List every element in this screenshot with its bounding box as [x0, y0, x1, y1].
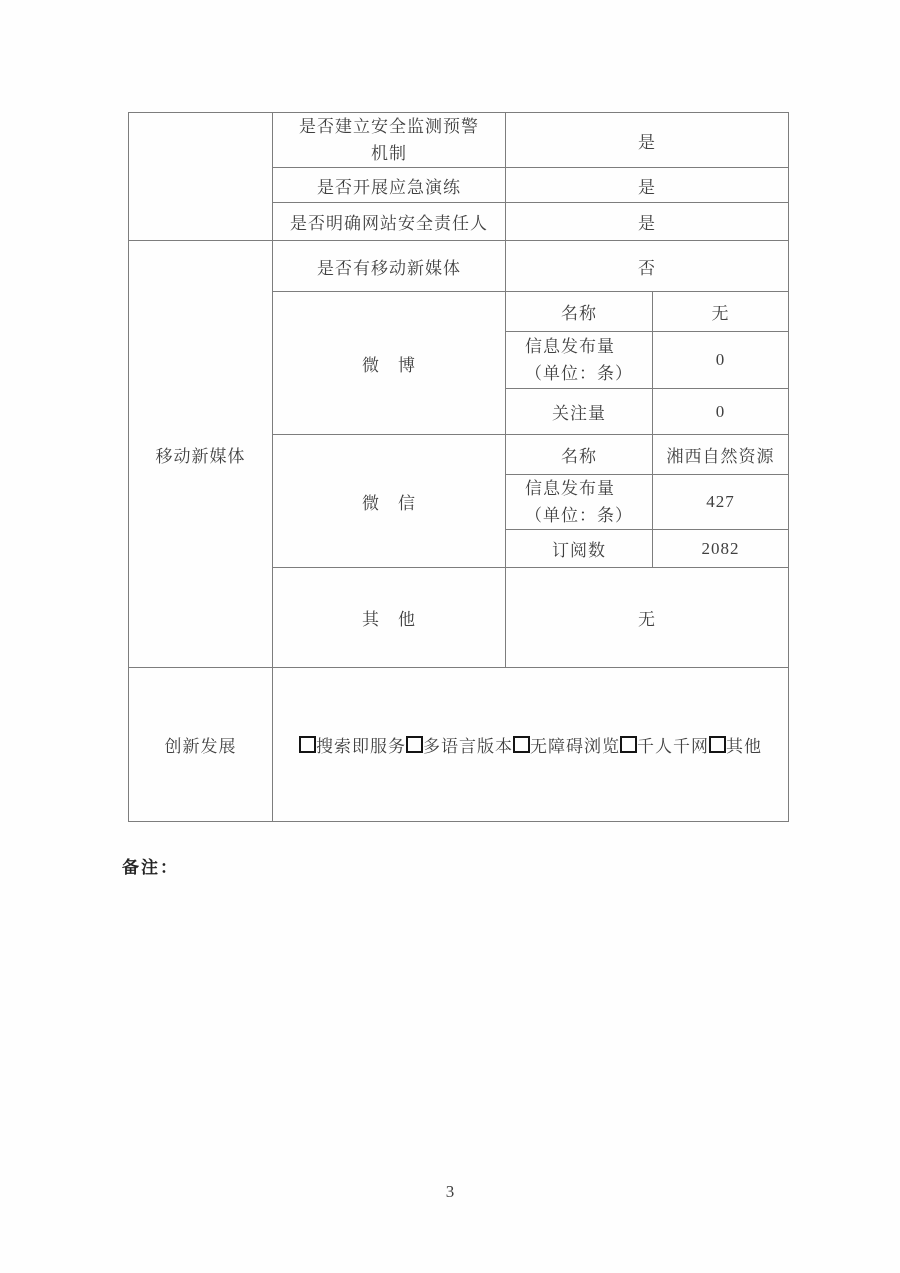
innovation-option: [299, 737, 406, 756]
weibo-followers-label: 关注量: [506, 389, 653, 435]
wechat-label: 微 信: [273, 435, 506, 568]
weibo-posts-value: 0: [653, 332, 789, 389]
security-drill-value: 是: [506, 168, 789, 203]
row-innovation: [129, 668, 789, 822]
innovation-option: [620, 737, 709, 756]
wechat-subscribers-value: 2082: [653, 530, 789, 568]
weibo-name-label: 名称: [506, 292, 653, 332]
checkbox-unchecked-icon: [709, 736, 726, 753]
section-label-empty-cell: [129, 113, 273, 241]
other-media-label: 其 他: [273, 568, 506, 668]
weibo-name-value: 无: [653, 292, 789, 332]
checkbox-label: 搜索即服务: [316, 737, 406, 756]
checkbox-label: 其他: [726, 737, 762, 756]
innovation-options-cell: [273, 668, 789, 822]
checkbox-unchecked-icon: [299, 736, 316, 753]
checkbox-unchecked-icon: [620, 736, 637, 753]
report-table: [128, 112, 789, 822]
innovation-option: [406, 737, 513, 756]
wechat-name-label: 名称: [506, 435, 653, 475]
security-responsible-label: 是否明确网站安全责任人: [273, 203, 506, 241]
section-label-innovation: 创新发展: [129, 668, 273, 822]
wechat-posts-label: 信息发布量 （单位：条）: [525, 479, 633, 525]
weibo-label: 微 博: [273, 292, 506, 435]
checkbox-unchecked-icon: [513, 736, 530, 753]
checkbox-label: 千人千网: [637, 737, 709, 756]
security-monitoring-value: 是: [506, 113, 789, 168]
wechat-posts-value: 427: [653, 475, 789, 530]
weibo-posts-label-cell: [506, 332, 653, 389]
row-security-monitoring: [129, 113, 789, 168]
weibo-followers-value: 0: [653, 389, 789, 435]
has-mobile-media-value: 否: [506, 241, 789, 292]
innovation-option: [513, 737, 620, 756]
security-responsible-value: 是: [506, 203, 789, 241]
has-mobile-media-label: 是否有移动新媒体: [273, 241, 506, 292]
other-media-value: 无: [506, 568, 789, 668]
checkbox-label: 多语言版本: [423, 737, 513, 756]
checkbox-unchecked-icon: [406, 736, 423, 753]
wechat-subscribers-label: 订阅数: [506, 530, 653, 568]
security-drill-label: 是否开展应急演练: [273, 168, 506, 203]
weibo-posts-label: 信息发布量 （单位：条）: [525, 337, 633, 383]
innovation-option: [709, 737, 762, 756]
page-number: 3: [445, 1182, 455, 1201]
wechat-name-value: 湘西自然资源: [653, 435, 789, 475]
security-monitoring-label: 是否建立安全监测预警机制: [299, 117, 479, 163]
section-label-mobile-media: 移动新媒体: [129, 241, 273, 668]
security-monitoring-label-cell: [273, 113, 506, 168]
wechat-posts-label-cell: [506, 475, 653, 530]
notes-label: 备注：: [122, 858, 179, 877]
checkbox-label: 无障碍浏览: [530, 737, 620, 756]
row-has-mobile-media: [129, 241, 789, 292]
